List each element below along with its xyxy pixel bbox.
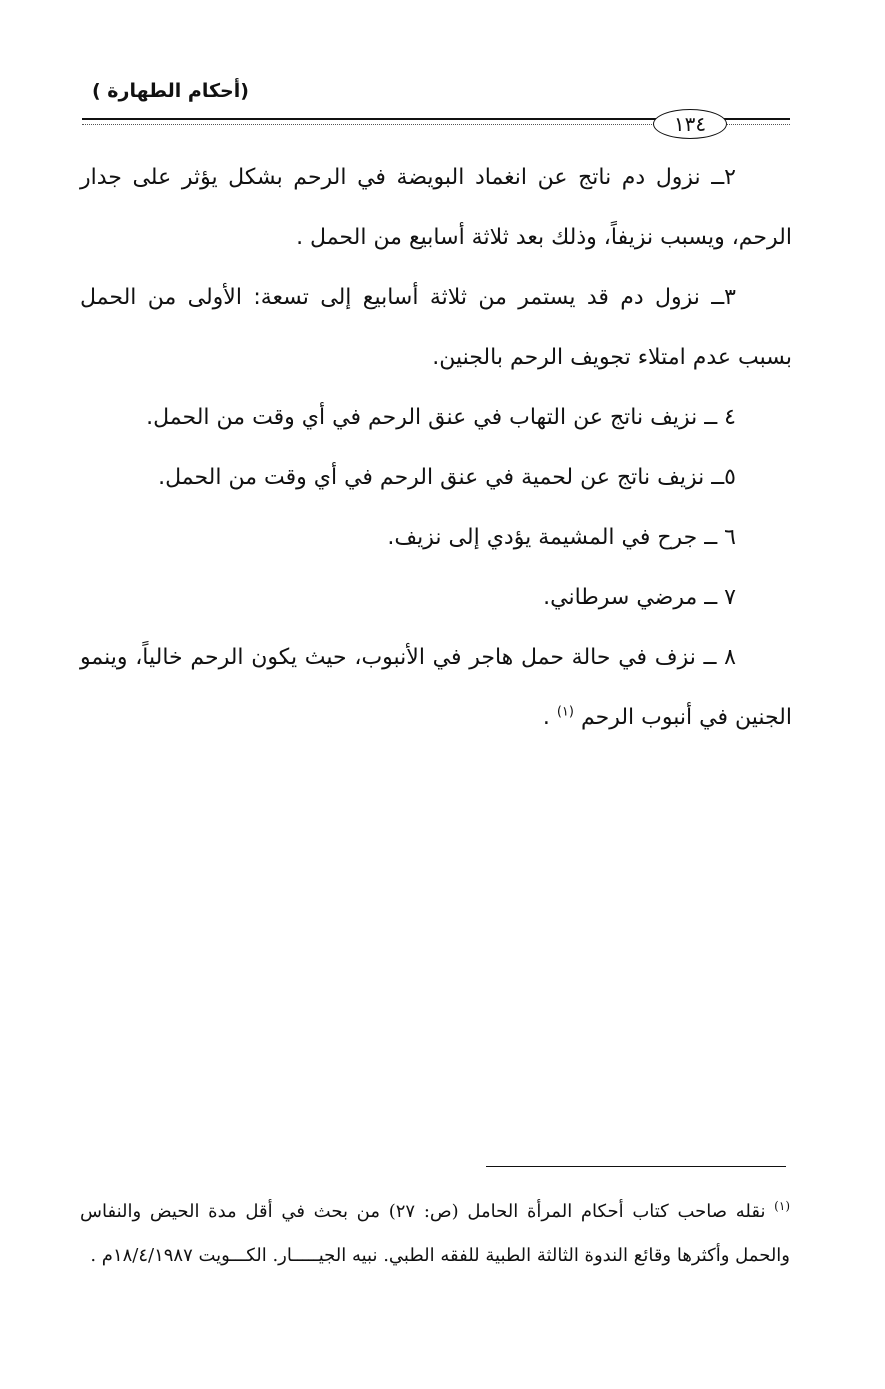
footnote-marker: (١)	[774, 1199, 790, 1213]
list-item-5: ٥ــ نزيف ناتج عن لحمية في عنق الرحم في أي وقت من الحمل.	[158, 465, 736, 490]
list-item-8	[80, 628, 792, 748]
page-number: ١٣٤	[653, 109, 727, 139]
running-title: (أحكام الطهارة )	[92, 80, 249, 102]
list-item-7: ٧ ــ مرضي سرطاني.	[543, 585, 736, 610]
list-item-2: ٢ــ نزول دم ناتج عن انغماد البويضة في الرحم بشكل يؤثر على جدار الرحم، ويسبب نزيفاً، وذلك بعد ثلاثة أسابيع من الحمل .	[80, 165, 792, 250]
main-text	[80, 148, 792, 748]
footnote	[80, 1190, 790, 1278]
footnote-text: نقله صاحب كتاب أحكام المرأة الحامل (ص: ٢٧) من بحث في أقل مدة الحيض والنفاس والحمل وأكثرها وقائع الندوة الثالثة الطبية للفقه الطبي. نبيه الجيـــــار. الكـــويت ١٨/٤/١٩٨٧م .	[80, 1201, 790, 1266]
list-item-8-text: ٨ ــ نزف في حالة حمل هاجر في الأنبوب، حيث يكون الرحم خالياً، وينمو الجنين في أنبوب الرحم	[80, 645, 792, 730]
footnote-separator	[486, 1166, 786, 1167]
footnote-reference[interactable]: (١)	[556, 704, 574, 720]
list-item-4: ٤ ــ نزيف ناتج عن التهاب في عنق الرحم في أي وقت من الحمل.	[146, 405, 736, 430]
list-item-3: ٣ــ نزول دم قد يستمر من ثلاثة أسابيع إلى تسعة: الأولى من الحمل بسبب عدم امتلاء تجويف الرحم بالجنين.	[80, 285, 792, 370]
list-item-8-end: .	[542, 705, 557, 730]
list-item-6: ٦ ــ جرح في المشيمة يؤدي إلى نزيف.	[387, 525, 736, 550]
